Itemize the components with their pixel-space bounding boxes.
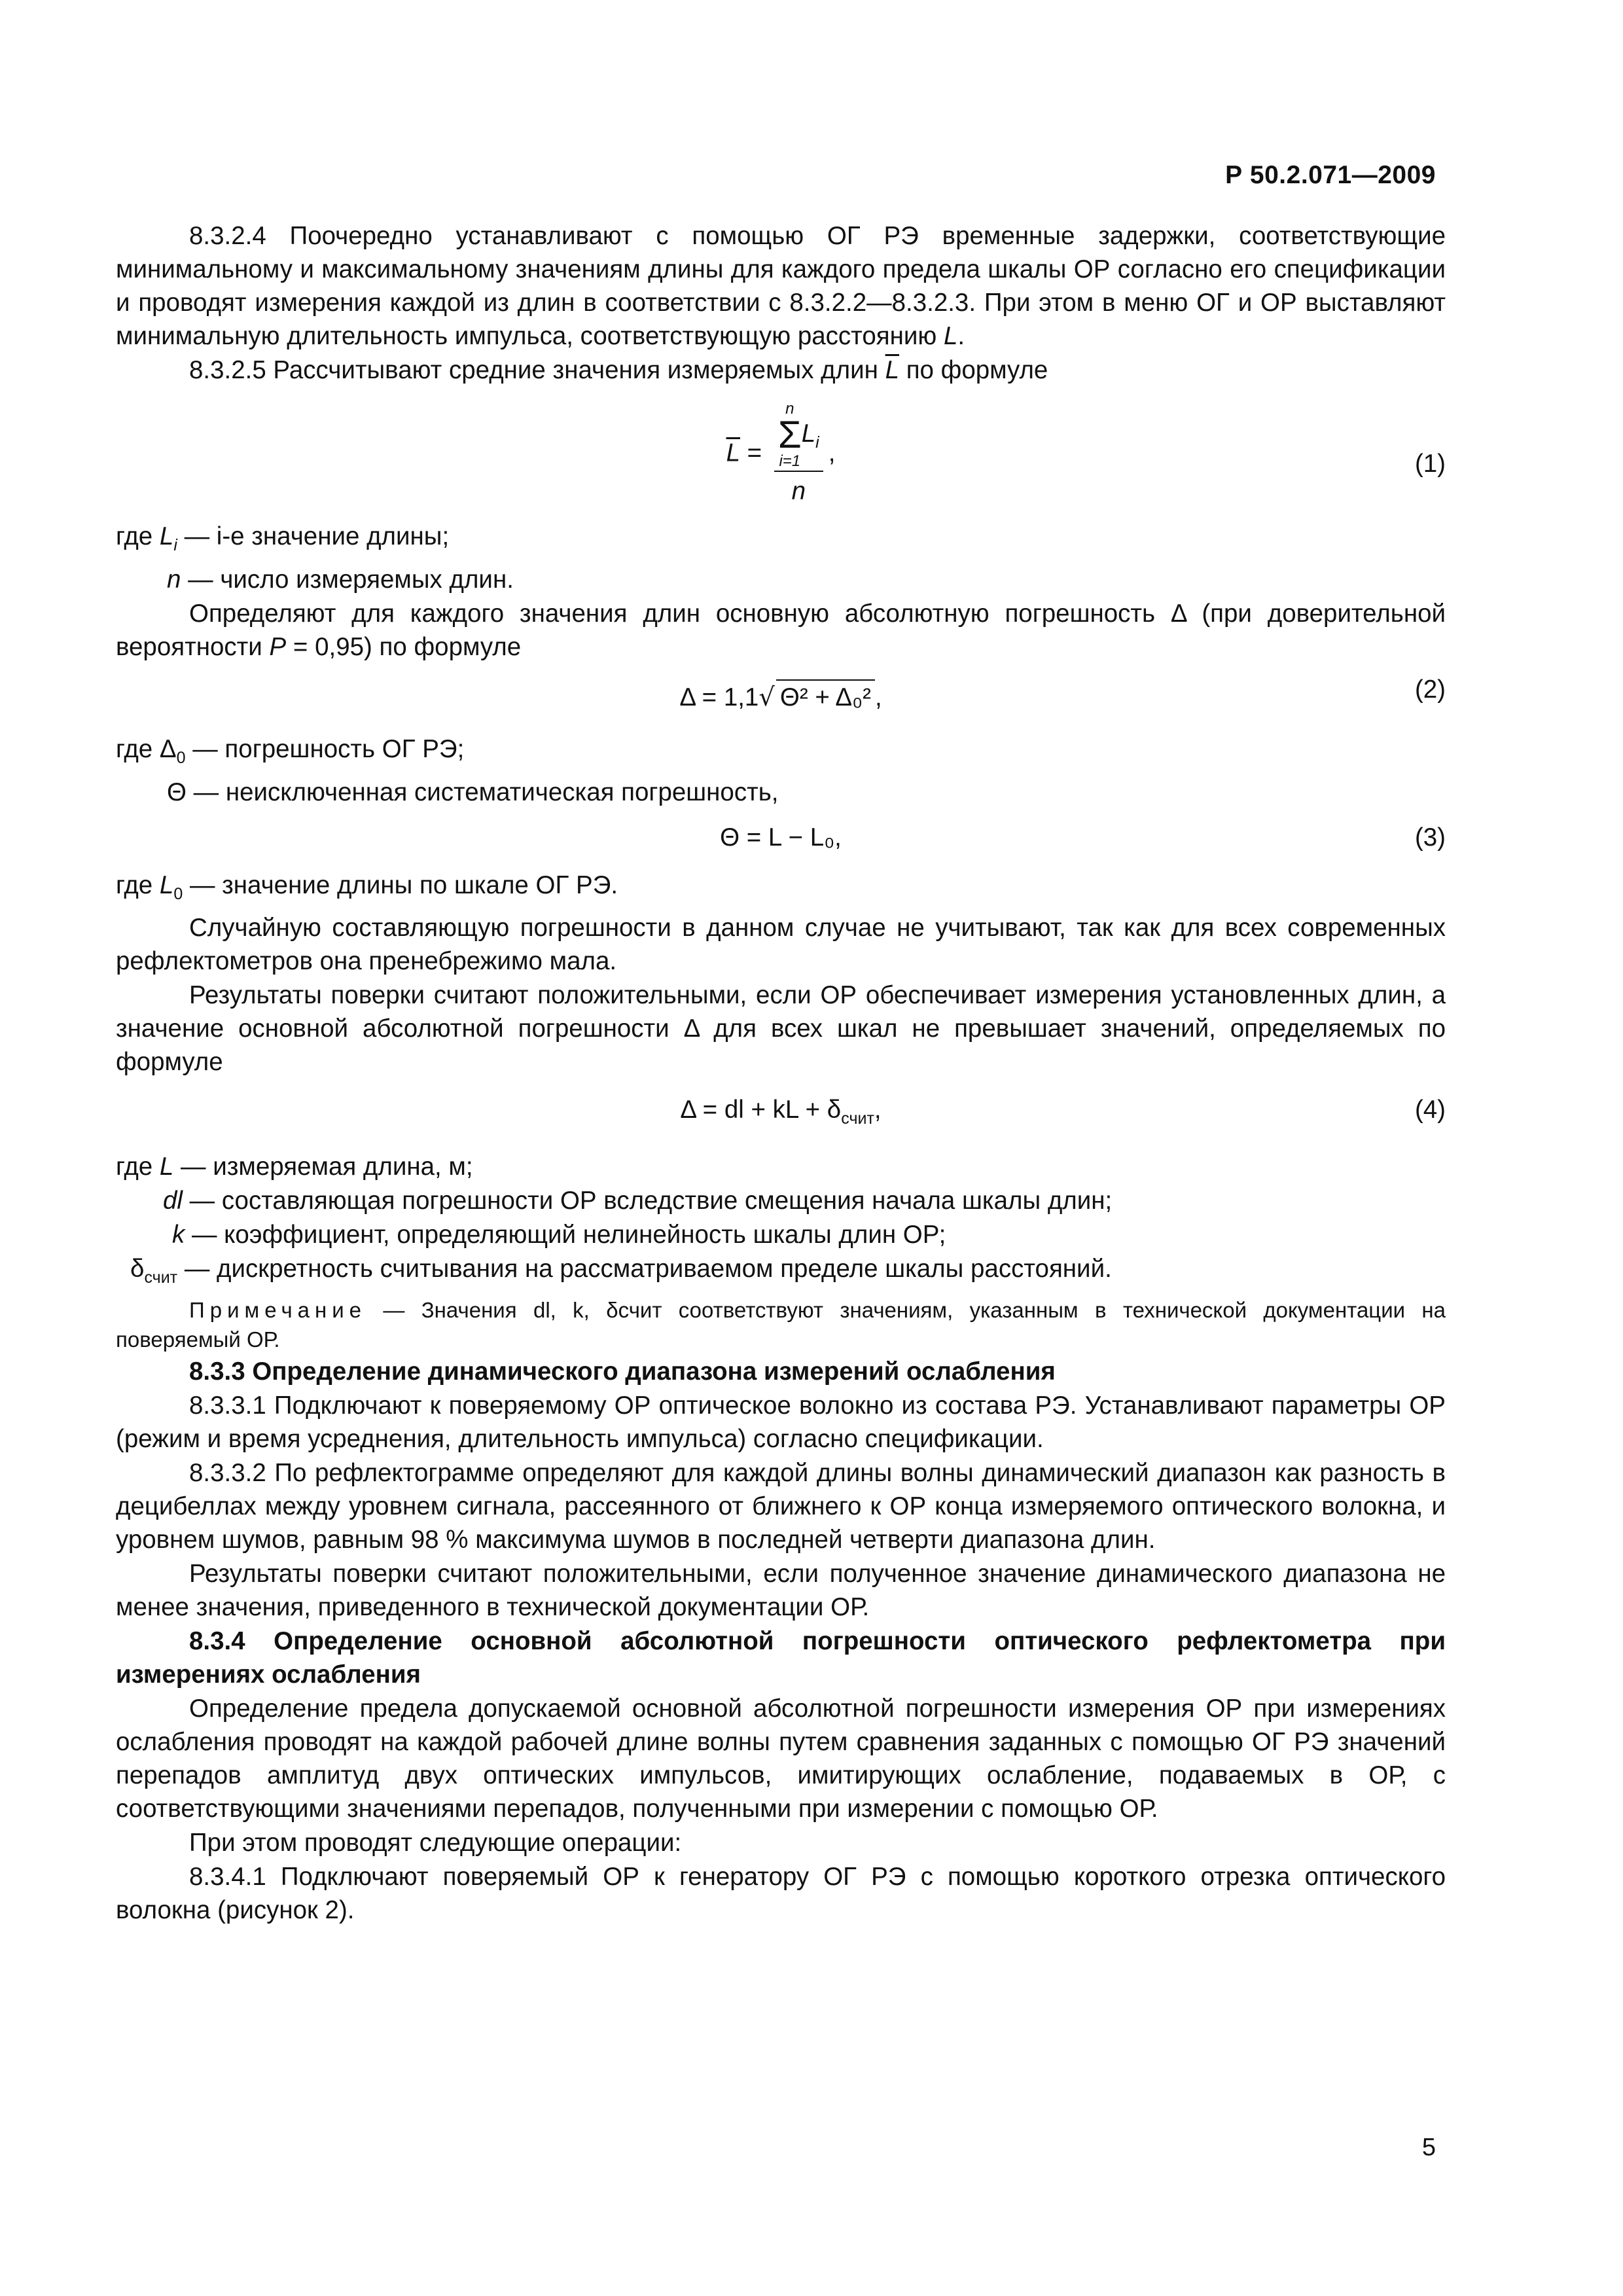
paragraph-results-2: Результаты поверки считают положительными, если полученное значение динамического диапазона не менее значения, приведенного в технической документации ОР. — [116, 1559, 1446, 1621]
definition-delta-schit: $\delta_{счит}$ — дискретность считывания на рассматриваемом пределе шкалы расстояний. — [130, 1255, 1112, 1287]
page-number: 5 — [1421, 2134, 1436, 2161]
paragraph-8-3-4-intro: Определение предела допускаемой основной абсолютной погрешности измерения ОР при измерениях ослабления проводят на каждой рабочей длине волны путем сравнения заданных с помощью ОГ РЭ значений перепадов амплитуд двух оптических импульсов, имитирующих ослабление, подаваемых в ОР, с соответствующими значениями перепадов, полученными при измерении с помощью ОР. — [116, 1694, 1446, 1823]
heading-8-3-4: 8.3.4 Определение основной абсолютной погрешности оптического рефлектометра при измерениях ослабления — [116, 1626, 1446, 1689]
definition-delta0: где $\Delta_0$ — погрешность ОГ РЭ; — [116, 734, 465, 767]
paragraph-8-3-2-4: 8.3.2.4 Поочередно устанавливают с помощью ОГ РЭ временные задержки, соответствующие минимальному и максимальному значениям длины для каждого предела шкалы ОР согласно его спецификации и проводят измерения каждой из длин в соответствии с 8.3.2.2—8.3.2.3. При этом в меню ОГ и ОР выставляют минимальную длительность импульса, соответствующую расстоянию L. — [116, 222, 1446, 350]
definition-n: n — число измеряемых длин. — [167, 565, 514, 594]
formula-3: Θ = L − L₀, (3) — [116, 821, 1446, 854]
formula-3-number: (3) — [1414, 823, 1446, 852]
note: Примечание — Значения dl, k, δсчит соответствуют значениям, указанным в технической документации на поверяемый ОР. — [116, 1297, 1446, 1352]
paragraph-operations: При этом проводят следующие операции: — [189, 1828, 682, 1857]
formula-2: Δ = 1,1√ Θ² + Δ₀² , (2) — [116, 679, 1446, 714]
paragraph-8-3-3-2: 8.3.3.2 По рефлектограмме определяют для каждой длины волны динамический диапазон как разность в децибеллах между уровнем сигнала, рассеянного от ближнего к ОР конца измеряемого оптического волокна, и уровнем шумов, равным 98 % максимума шумов в последней четверти диапазона длин. — [116, 1458, 1446, 1554]
paragraph-8-3-3-1: 8.3.3.1 Подключают к поверяемому ОР оптическое волокно из состава РЭ. Устанавливают параметры ОР (режим и время усреднения, длительность импульса) согласно спецификации. — [116, 1391, 1446, 1453]
definition-dl: dl — составляющая погрешности ОР вследствие смещения начала шкалы длин; — [163, 1187, 1113, 1215]
formula-1-number: (1) — [1414, 450, 1446, 478]
document-body — [116, 219, 1446, 1928]
definition-k: k — коэффициент, определяющий нелинейность шкалы длин ОР; — [172, 1221, 946, 1249]
formula-2-number: (2) — [1414, 675, 1446, 704]
formula-4: Δ = dl + kL + $\delta_{счит}$, (4) — [116, 1093, 1446, 1136]
formula-4-number: (4) — [1414, 1096, 1446, 1124]
document-code: Р 50.2.071—2009 — [1225, 161, 1436, 189]
formula-1: $\overline{L}$ = n Σ i=1 $L_i$ n , (1) — [726, 400, 1446, 505]
paragraph-random-error: Случайную составляющую погрешности в данном случае не учитывают, так как для всех современных рефлектометров она пренебрежимо мала. — [116, 914, 1446, 976]
definition-li: где $L_i$ — i-е значение длины; — [116, 522, 450, 554]
mean-l-symbol: $\overline{L}$ — [885, 356, 899, 384]
definition-theta: Θ — неисключенная систематическая погрешность, — [167, 778, 779, 806]
paragraph-8-3-2-5: 8.3.2.5 Рассчитывают средние значения измеряемых длин $\overline{L}$ по формуле — [189, 356, 1048, 384]
definition-l: где L — измеряемая длина, м; — [116, 1153, 473, 1181]
paragraph-delta-intro: Определяют для каждого значения длин основную абсолютную погрешность Δ (при доверительной вероятности P = 0,95) по формуле — [116, 599, 1446, 661]
paragraph-8-3-4-1: 8.3.4.1 Подключают поверяемый ОР к генератору ОГ РЭ с помощью короткого отрезка оптического волокна (рисунок 2). — [116, 1862, 1446, 1924]
paragraph-results-1: Результаты поверки считают положительными, если ОР обеспечивает измерения установленных длин, а значение основной абсолютной погрешности Δ для всех шкал не превышает значений, определяемых по формуле — [116, 981, 1446, 1077]
heading-8-3-3: 8.3.3 Определение динамического диапазона измерений ослабления — [189, 1357, 1056, 1386]
definition-l0: где $L_0$ — значение длины по шкале ОГ РЭ. — [116, 870, 618, 903]
